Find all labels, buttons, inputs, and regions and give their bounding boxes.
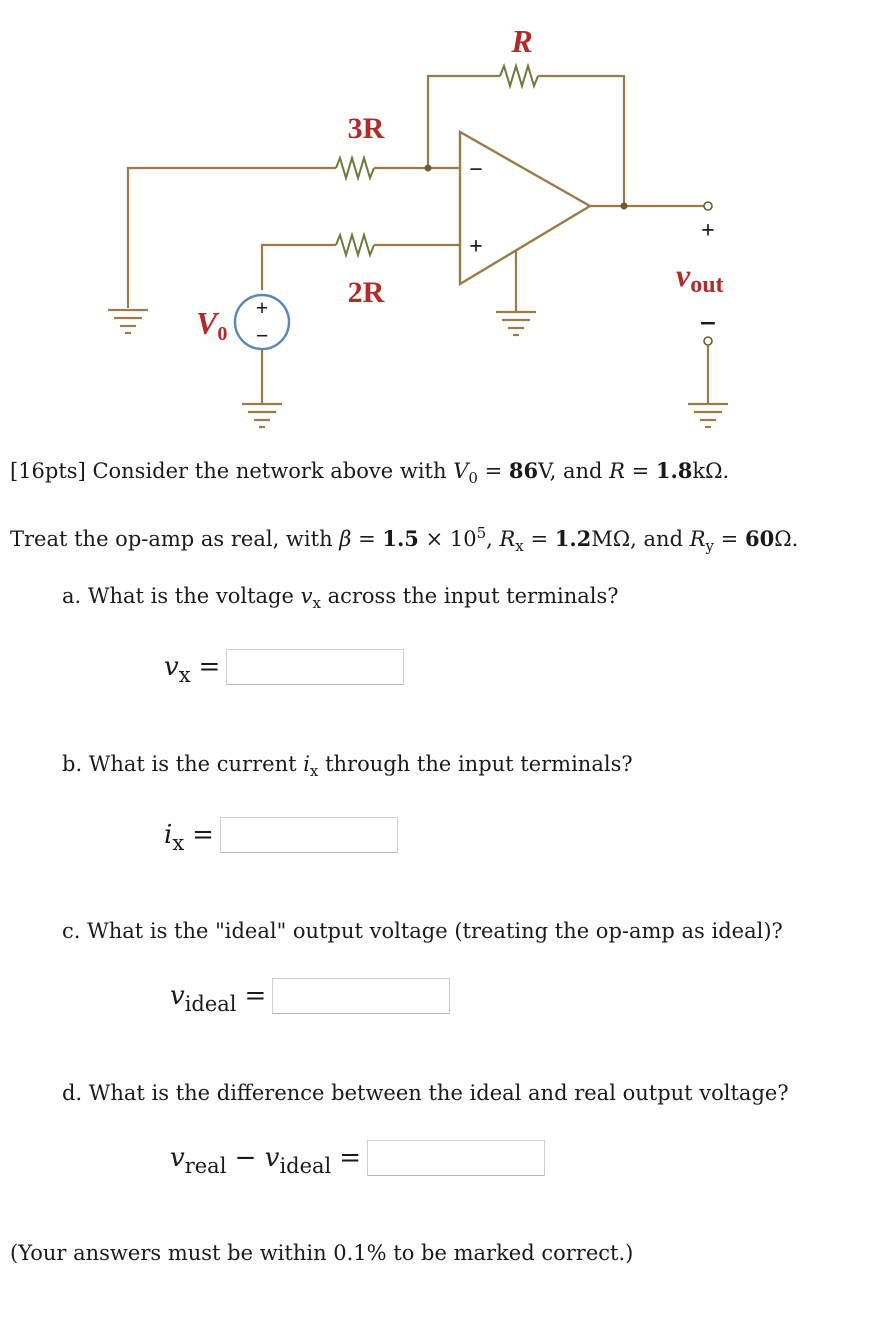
label-vout: vout: [676, 257, 724, 298]
equals-sign: =: [244, 981, 267, 1011]
question-c: c. What is the "ideal" output voltage (treating the op-amp as ideal)?: [62, 919, 783, 943]
ground-source-icon: [242, 404, 282, 427]
ix-input[interactable]: [220, 817, 398, 853]
question-b: b. What is the current $i_x$ through the input terminals?: [62, 752, 633, 781]
output-plus: +: [701, 218, 715, 244]
opamp-plus: +: [469, 234, 483, 260]
question-a: a. What is the voltage $v_x$ across the input terminals?: [62, 584, 619, 613]
output-terminal-bottom: [704, 337, 712, 345]
ground-opamp-icon: [496, 312, 536, 335]
output-terminal-top: [704, 202, 712, 210]
label-v0: V0: [196, 305, 228, 345]
input-resistor-3r: [336, 158, 374, 178]
answer-row-c: [170, 978, 450, 1014]
label-2r: 2R: [347, 276, 385, 309]
plus-resistor-2r: [336, 235, 374, 255]
ground-left-icon: [108, 310, 148, 333]
output-minus: −: [698, 310, 718, 336]
circuit-diagram: [0, 0, 876, 440]
ix-label: $i_x$: [164, 820, 185, 855]
label-r: R: [511, 23, 533, 59]
equals-sign: =: [339, 1143, 362, 1173]
opamp-minus: −: [469, 157, 483, 183]
vx-input[interactable]: [226, 649, 404, 685]
output-node: [621, 203, 628, 210]
source-wire: [262, 245, 336, 290]
vdiff-label: $v_{real} - v_{ideal}$: [170, 1143, 332, 1178]
problem-real-opamp: Treat the op-amp as real, with $\beta = 1.5 \times 10^5$, $R_x = 1.2M\Omega$, and $R_y = 60\Omega$.: [10, 524, 799, 556]
source-plus: +: [255, 295, 269, 320]
equals-sign: =: [198, 652, 221, 682]
answer-row-a: [164, 649, 404, 685]
answer-row-b: [164, 817, 398, 853]
feedback-resistor: [500, 66, 538, 86]
equals-sign: =: [192, 820, 214, 850]
input-wire: [128, 168, 336, 308]
problem-intro: [16pts] Consider the network above with $V_0 = 86V$, and R = 1.8kΩ.: [10, 458, 730, 488]
label-3r: 3R: [347, 112, 385, 145]
answer-row-d: [170, 1140, 545, 1176]
question-d: d. What is the difference between the ideal and real output voltage?: [62, 1081, 789, 1105]
opamp-triangle-icon: [460, 132, 590, 284]
ground-output-icon: [688, 404, 728, 427]
vdiff-input[interactable]: [367, 1140, 545, 1176]
source-minus: −: [255, 323, 269, 348]
vx-label: $v_x$: [164, 652, 191, 687]
videal-label: $v_{ideal}$: [170, 981, 237, 1016]
videal-input[interactable]: [272, 978, 450, 1014]
footer-note: (Your answers must be within 0.1% to be marked correct.): [10, 1241, 634, 1265]
junction-node: [425, 165, 432, 172]
